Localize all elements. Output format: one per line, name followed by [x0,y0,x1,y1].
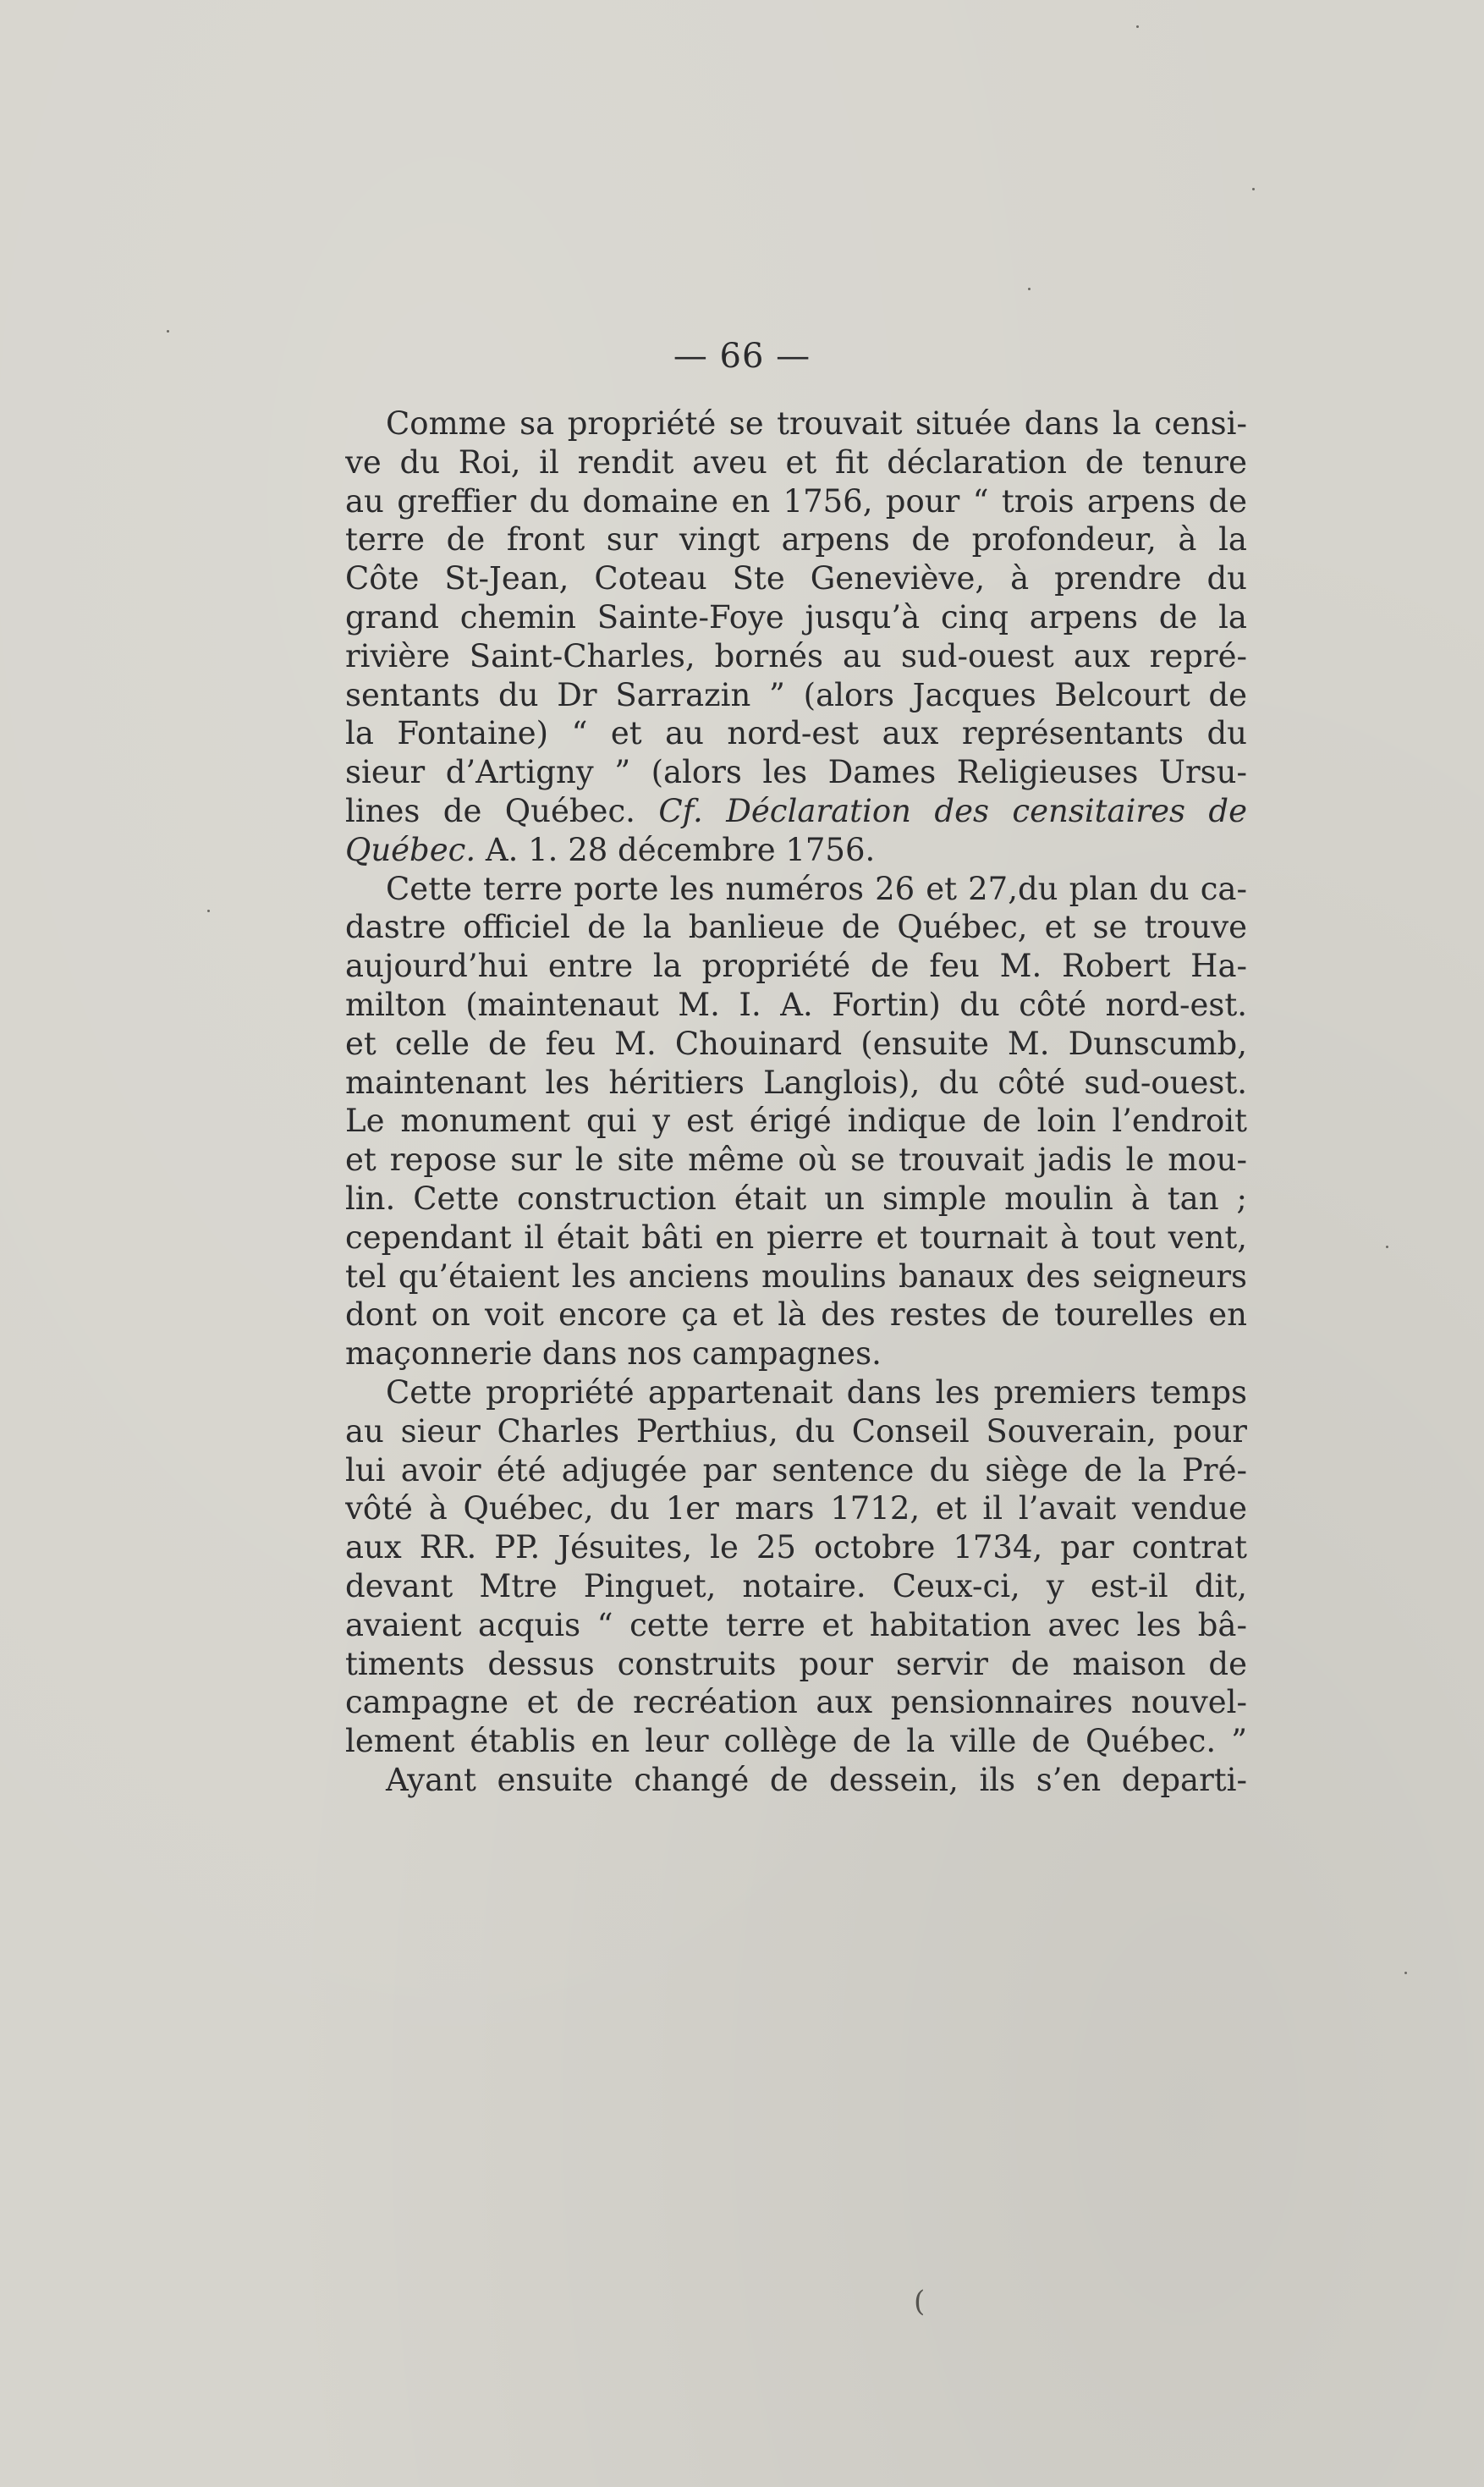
text-line: cependant il était bâti en pierre et tournait à tout vent, [345,1219,1247,1256]
text-line: Cette propriété appartenait dans les premiers temps [386,1373,1247,1411]
stray-mark: ( [914,2285,926,2319]
text-line: dastre officiel de la banlieue de Québec, et se trouve [345,909,1247,946]
text-line: sentants du Dr Sarrazin ” (alors Jacques Belcourt de [345,676,1247,713]
paper-speck [207,910,210,912]
paper-speck [1028,288,1031,290]
page-number: — 66 — [673,337,811,376]
text-line: maçonnerie dans nos campagnes. [345,1335,882,1373]
text-line: grand chemin Sainte-Foye jusqu’à cinq arpens de la [345,598,1247,636]
text-line: lin. Cette construction était un simple moulin à tan ; [345,1180,1247,1217]
text-line: campagne et de recréation aux pensionnaires nouvel- [345,1684,1247,1721]
paper-speck [1252,188,1255,190]
paper-speck [167,330,169,333]
text-line: aujourd’hui entre la propriété de feu M. Robert Ha- [345,948,1247,985]
text-line: vôté à Québec, du 1er mars 1712, et il l’avait vendue [345,1490,1247,1527]
paper-speck [1404,1972,1407,1974]
text-line: Comme sa propriété se trouvait située dans la censi- [386,405,1247,442]
text-line: timents dessus construits pour servir de maison de [345,1645,1247,1682]
text-line: au sieur Charles Perthius, du Conseil Souverain, pour [345,1412,1247,1450]
text-line: et repose sur le site même où se trouvait jadis le mou- [345,1142,1247,1179]
text-line: lement établis en leur collège de la ville de Québec. ” [345,1723,1247,1760]
text-line: ve du Roi, il rendit aveu et fit déclaration de tenure [345,443,1247,481]
text-line: lui avoir été adjugée par sentence du siège de la Pré- [345,1451,1247,1488]
text-line: lines de Québec. Cf. Déclaration des censitaires de [345,792,1247,829]
text-line: Le monument qui y est érigé indique de loin l’endroit [345,1103,1247,1140]
text-line: sieur d’Artigny ” (alors les Dames Religieuses Ursu- [345,754,1247,791]
text-line: la Fontaine) “ et au nord-est aux représentants du [345,715,1247,752]
text-line: rivière Saint-Charles, bornés au sud-ouest aux repré- [345,637,1247,674]
text-line: devant Mtre Pinguet, notaire. Ceux-ci, y est-il dit, [345,1567,1247,1604]
text-line: Ayant ensuite changé de dessein, ils s’en departi- [386,1761,1247,1798]
text-line: Cette terre porte les numéros 26 et 27,du plan du ca- [386,870,1247,907]
text-line: dont on voit encore ça et là des restes de tourelles en [345,1296,1247,1334]
text-line: au greffier du domaine en 1756, pour “ trois arpens de [345,482,1247,520]
text-line: Côte St-Jean, Coteau Ste Geneviève, à prendre du [345,560,1247,597]
body-text [345,404,1247,1800]
text-line: milton (maintenaut M. I. A. Fortin) du côté nord-est. [345,986,1247,1023]
text-line: aux RR. PP. Jésuites, le 25 octobre 1734, par contrat [345,1529,1247,1566]
text-line: terre de front sur vingt arpens de profondeur, à la [345,521,1247,558]
paper-speck [1386,1246,1388,1248]
text-line: et celle de feu M. Chouinard (ensuite M. Dunscumb, [345,1025,1247,1062]
text-line: maintenant les héritiers Langlois), du côté sud-ouest. [345,1064,1247,1101]
paper-speck [1136,25,1139,28]
text-line: Québec. A. 1. 28 décembre 1756. [345,831,876,868]
text-line: tel qu’étaient les anciens moulins banaux des seigneurs [345,1257,1247,1295]
text-line: avaient acquis “ cette terre et habitation avec les bâ- [345,1606,1247,1643]
